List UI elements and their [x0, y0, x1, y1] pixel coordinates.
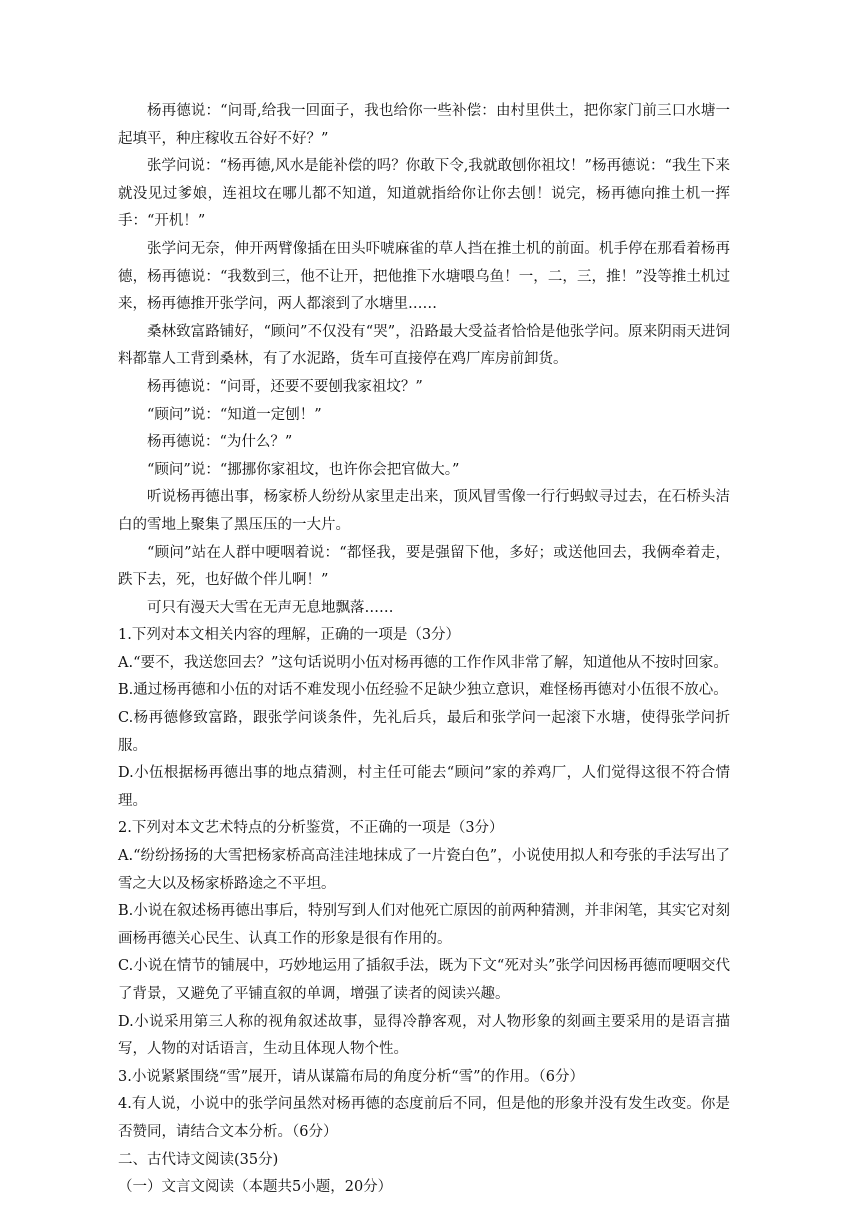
- story-paragraph: 张学问无奈，伸开两臂像插在田头吓唬麻雀的草人挡在推土机的前面。机手停在那看着杨再德，杨再德说：“我数到三，他不让开，把他推下水塘喂乌鱼！一，二，三，推！”没等推土机过来，杨再德推开张学问，两人都滚到了水塘里……: [118, 240, 730, 313]
- section-heading: 二、古代诗文阅读(35分): [118, 1151, 279, 1168]
- story-paragraph: 张学问说：“杨再德,风水是能补偿的吗？你敢下令,我就敢刨你祖坟！”杨再德说：“我生下来就没见过爹娘，连祖坟在哪儿都不知道，知道就指给你让你去刨！说完，杨再德向推土机一挥手：“开机！”: [118, 158, 730, 230]
- answer-option: C.杨再德修致富路，跟张学问谈条件，先礼后兵，最后和张学问一起滚下水塘，使得张学问折服。: [118, 710, 730, 754]
- question-stem: 3.小说紧紧围绕“雪”展开，请从谋篇布局的角度分析“雪”的作用。（6分）: [118, 1068, 584, 1085]
- story-paragraph: 杨再德说：“问哥，还要不要刨我家祖坟？”: [147, 378, 423, 395]
- question-stem: 1.下列对本文相关内容的理解，正确的一项是（3分）: [118, 627, 461, 644]
- answer-option: C.小说在情节的铺展中，巧妙地运用了插叙手法，既为下文“死对头”张学问因杨再德而哽咽交代了背景，又避免了平铺直叙的单调，增强了读者的阅读兴趣。: [118, 958, 730, 1002]
- story-paragraph: “顾问”说：“挪挪你家祖坟，也许你会把官做大。”: [147, 461, 460, 478]
- answer-option: B.通过杨再德和小伍的对话不难发现小伍经验不足缺少独立意识，难怪杨再德对小伍很不放心。: [118, 682, 728, 699]
- story-paragraph: 桑林致富路铺好，“顾问”不仅没有“哭”，沿路最大受益者恰恰是他张学问。原来阴雨天进饲料都靠人工背到桑林，有了水泥路，货车可直接停在鸡厂库房前卸货。: [118, 323, 730, 368]
- story-paragraph: 杨再德说：“问哥,给我一回面子，我也给你一些补偿：由村里供土，把你家门前三口水塘一起填平，种庄稼收五谷好不好？”: [118, 103, 730, 147]
- subsection-heading: （一）文言文阅读（本题共5小题，20分）: [118, 1179, 393, 1196]
- answer-option: D.小伍根据杨再德出事的地点猜测，村主任可能去“顾问”家的养鸡厂，人们觉得这很不符合情理。: [118, 765, 730, 809]
- story-paragraph: “顾问”站在人群中哽咽着说：“都怪我，要是强留下他，多好；或送他回去，我俩牵着走，跌下去，死，也好做个伴儿啊！”: [118, 544, 730, 589]
- answer-option: B.小说在叙述杨再德出事后，特别写到人们对他死亡原因的前两种猜测，并非闲笔，其实它对刻画杨再德关心民生、认真工作的形象是很有作用的。: [118, 903, 730, 947]
- question-stem: 2.下列对本文艺术特点的分析鉴赏，不正确的一项是（3分）: [118, 820, 504, 837]
- answer-option: D.小说采用第三人称的视角叙述故事，显得冷静客观，对人物形象的刻画主要采用的是语言描写，人物的对话语言，生动且体现人物个性。: [118, 1013, 730, 1058]
- question-stem: 4.有人说，小说中的张学问虽然对杨再德的态度前后不同，但是他的形象并没有发生改变。你是否赞同，请结合文本分析。（6分）: [118, 1096, 730, 1140]
- document-page: [118, 98, 730, 1202]
- story-paragraph: 听说杨再德出事，杨家桥人纷纷从家里走出来，顶风冒雪像一行行蚂蚁寻过去，在石桥头洁白的雪地上聚集了黑压压的一大片。: [118, 489, 730, 533]
- answer-option: A.“纷纷扬扬的大雪把杨家桥高高洼洼地抹成了一片瓷白色”，小说使用拟人和夸张的手法写出了雪之大以及杨家桥路途之不平坦。: [118, 848, 730, 892]
- story-paragraph: 杨再德说：“为什么？”: [147, 434, 293, 451]
- story-paragraph: “顾问”说：“知道一定刨！”: [147, 406, 322, 423]
- story-paragraph: 可只有漫天大雪在无声无息地飘落……: [147, 599, 394, 616]
- answer-option: A.“要不，我送您回去？”这句话说明小伍对杨再德的工作作风非常了解，知道他从不按时回家。: [118, 654, 728, 671]
